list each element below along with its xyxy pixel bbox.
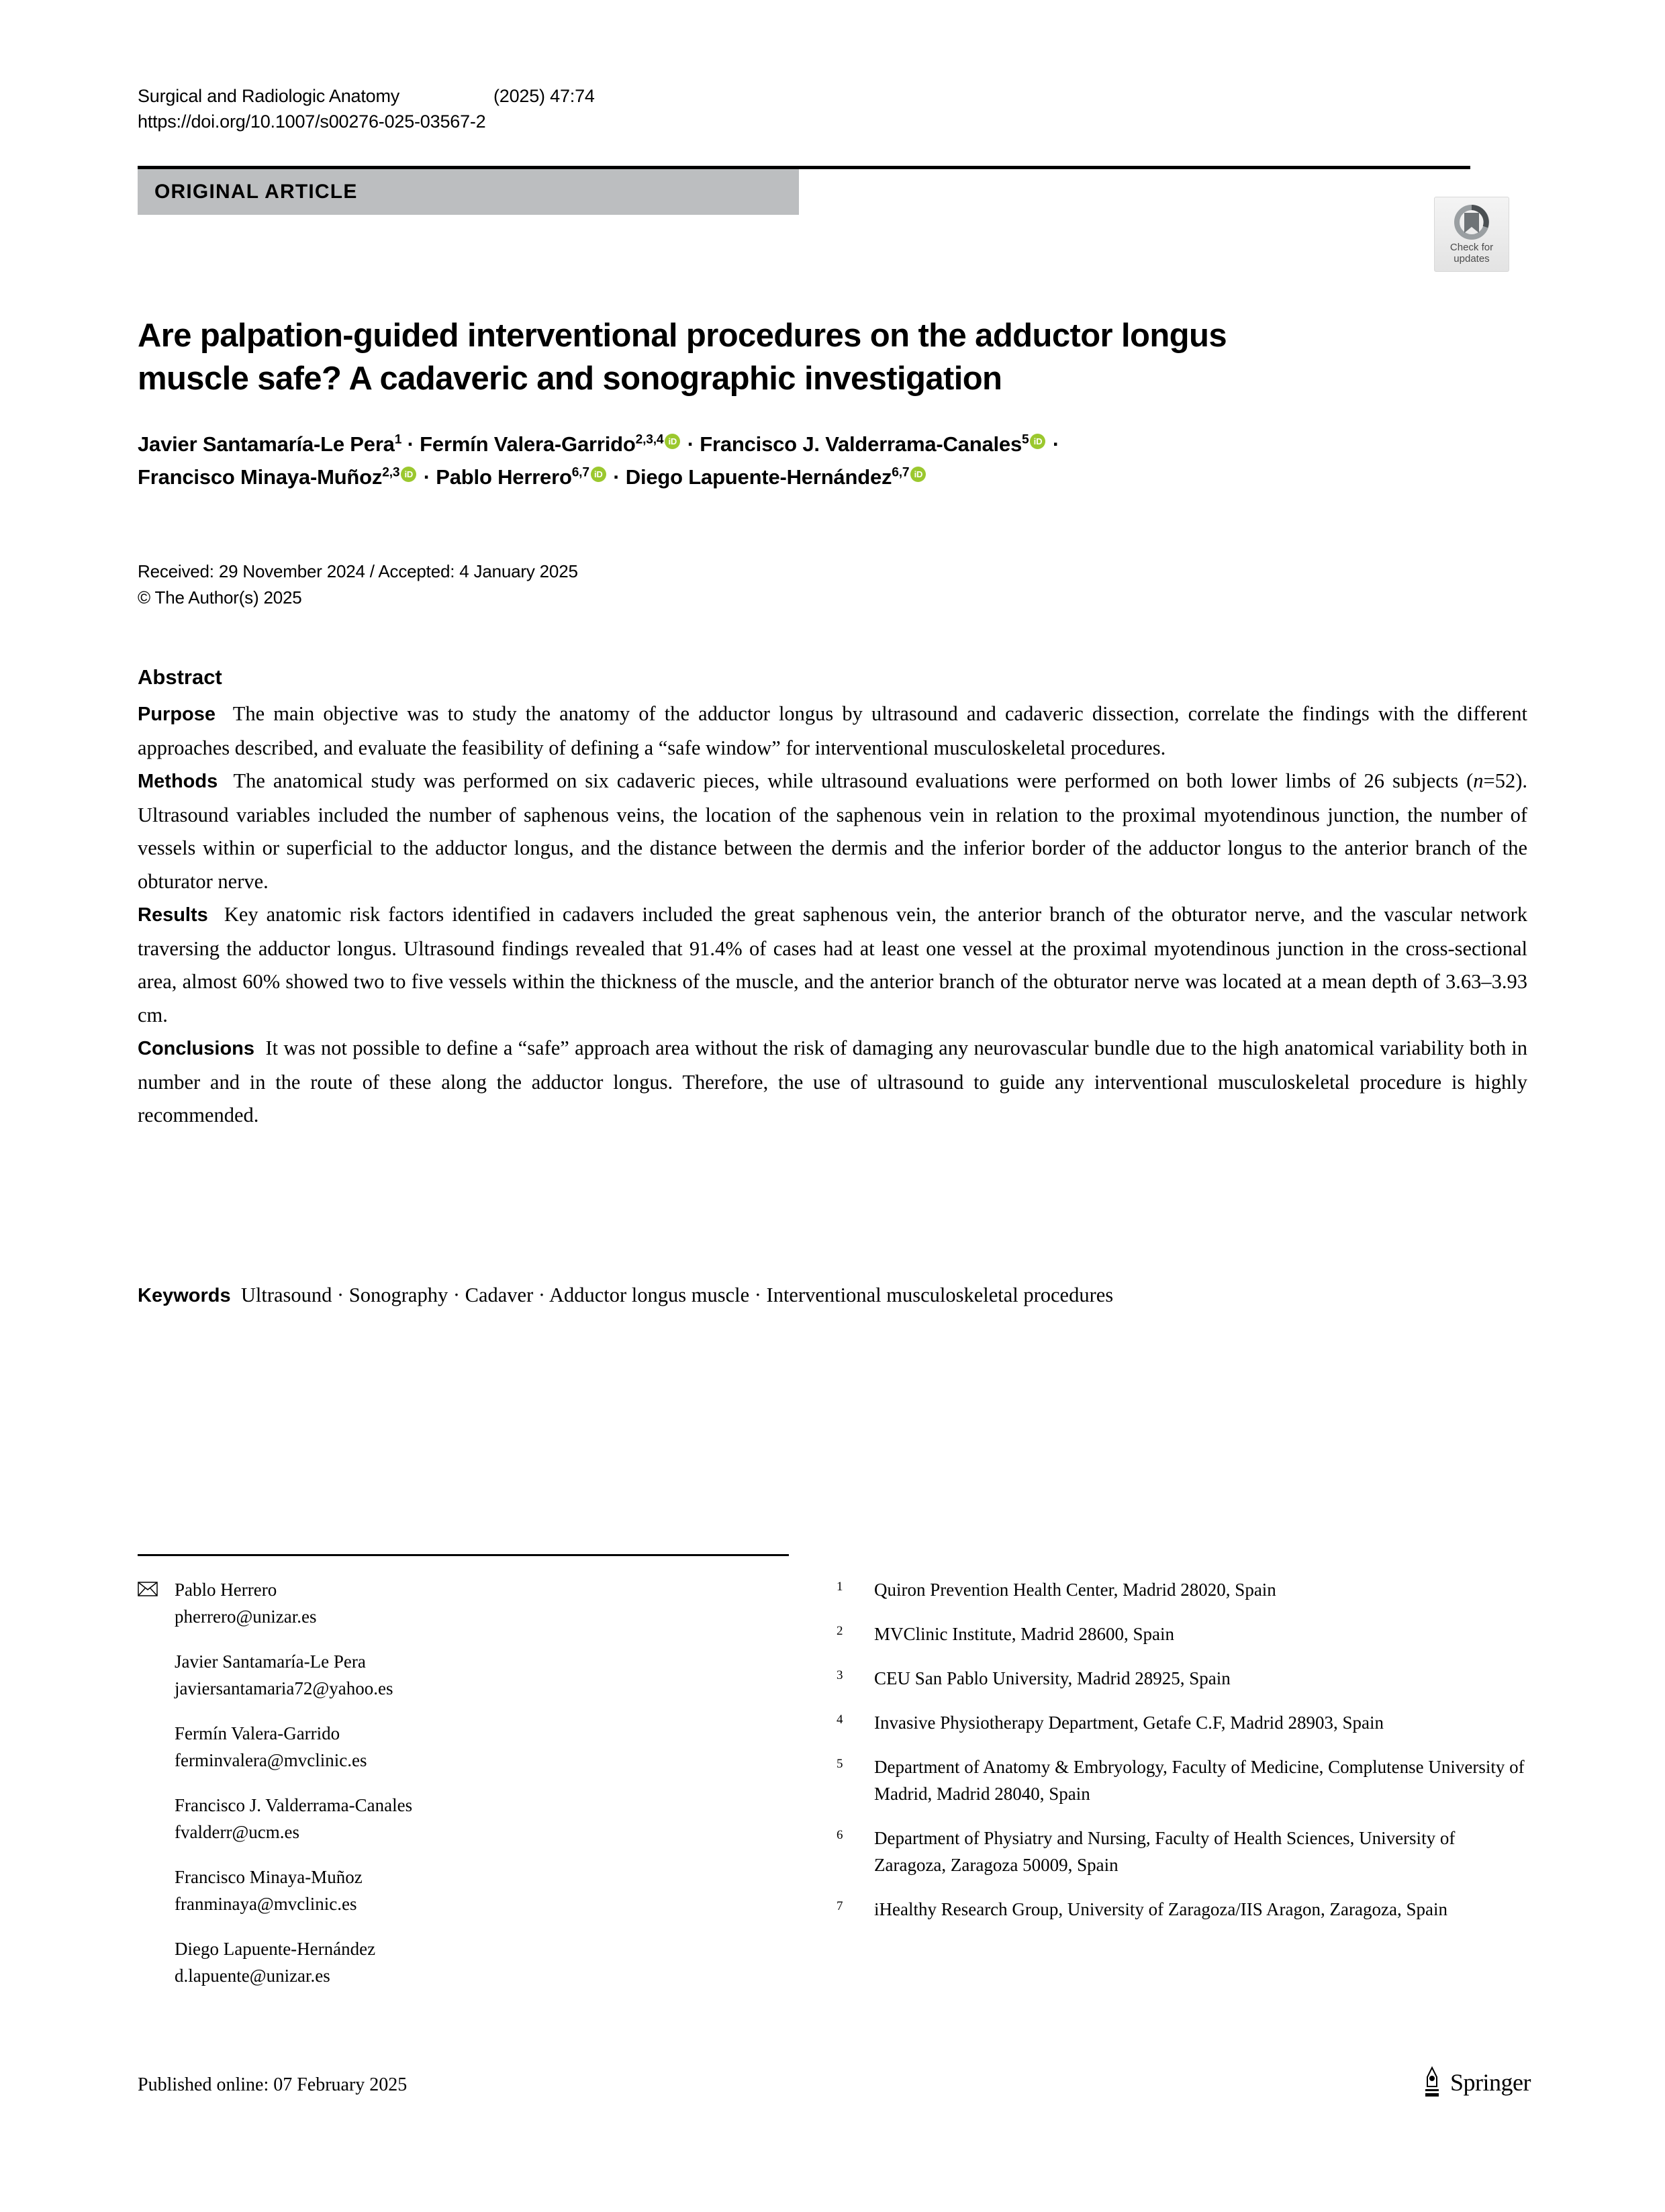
- journal-volume-issue: (2025) 47:74: [493, 86, 595, 106]
- affiliation-entry: [832, 1665, 1527, 1692]
- author-affiliation-refs: 6,7: [571, 465, 589, 480]
- affiliation-number: 1: [837, 1580, 843, 1594]
- abstract-section-label: Results: [138, 904, 208, 926]
- affiliation-text: Invasive Physiotherapy Department, Getafe C.F, Madrid 28903, Spain: [874, 1713, 1384, 1733]
- abstract-section-label: Methods: [138, 771, 218, 792]
- footnote-divider: [138, 1554, 789, 1556]
- correspondence-email[interactable]: pherrero@unizar.es: [175, 1606, 317, 1627]
- springer-wordmark: Springer: [1450, 2069, 1531, 2096]
- author-entry[interactable]: [420, 432, 663, 456]
- abstract-section: [138, 661, 1527, 1133]
- affiliation-entry: [832, 1709, 1527, 1736]
- affiliation-text: Department of Physiatry and Nursing, Faculty of Health Sciences, University of Zaragoza, Zaragoza 50009, Spain: [874, 1828, 1456, 1875]
- author-entry[interactable]: [138, 465, 399, 489]
- abstract-section-text: Key anatomic risk factors identified in cadavers included the great saphenous vein, the anterior branch of the obturator nerve, and the vascular network traversing the adductor longus. Ultrasound findings revealed that 91.4% of cases had at least one vessel at the proximal myotendinous junction in the cross-sectional area, almost 60% showed two to five vessels within the thickness of the muscle, and the anterior branch of the obturator nerve was located at a mean depth of 3.63–3.93 cm.: [138, 903, 1527, 1026]
- author-entry[interactable]: [138, 432, 401, 456]
- author-affiliation-refs: 2,3,4: [635, 432, 664, 447]
- affiliation-text: CEU San Pablo University, Madrid 28925, Spain: [874, 1668, 1231, 1688]
- author-name: Francisco J. Valderrama-Canales: [700, 432, 1022, 456]
- author-list: [138, 428, 1454, 493]
- affiliation-text: iHealthy Research Group, University of Zaragoza/IIS Aragon, Zaragoza, Spain: [874, 1899, 1447, 1919]
- correspondence-name: Francisco Minaya-Muñoz: [175, 1867, 363, 1887]
- abstract-section-text: It was not possible to define a “safe” approach area without the risk of damaging any neurovascular bundle due to the high anatomical variability both in number and in the route of these along the adductor longus. Therefore, the use of ultrasound to guide any interventional musculoskeletal procedure is highly recommended.: [138, 1037, 1527, 1126]
- author-name: Pablo Herrero: [436, 465, 572, 489]
- check-for-updates-badge[interactable]: [1434, 197, 1509, 272]
- keywords-section: [138, 1279, 1527, 1312]
- journal-name: Surgical and Radiologic Anatomy: [138, 86, 400, 106]
- copyright-line: © The Author(s) 2025: [138, 587, 302, 608]
- orcid-icon[interactable]: [910, 467, 926, 482]
- author-affiliation-refs: 5: [1022, 432, 1029, 447]
- abstract-section-label: Conclusions: [138, 1038, 255, 1059]
- author-separator: ·: [607, 465, 626, 489]
- affiliation-text: Quiron Prevention Health Center, Madrid 28020, Spain: [874, 1580, 1276, 1600]
- keywords-label: Keywords: [138, 1285, 231, 1306]
- springer-horse-icon: [1421, 2066, 1443, 2099]
- correspondence-email[interactable]: ferminvalera@mvclinic.es: [175, 1750, 367, 1770]
- journal-doi[interactable]: https://doi.org/10.1007/s00276-025-03567-2: [138, 111, 486, 132]
- correspondence-email[interactable]: franminaya@mvclinic.es: [175, 1894, 357, 1914]
- affiliation-number: 3: [837, 1668, 843, 1682]
- correspondence-entry: [138, 1648, 796, 1702]
- author-separator: ·: [401, 432, 420, 456]
- journal-citation-line: [138, 83, 1413, 109]
- correspondence-email[interactable]: fvalderr@ucm.es: [175, 1822, 300, 1842]
- affiliation-number: 2: [837, 1624, 843, 1638]
- abstract-results: [138, 898, 1527, 1032]
- affiliation-number: 7: [837, 1899, 843, 1913]
- author-affiliation-refs: 1: [394, 432, 402, 447]
- affiliations-block: [832, 1576, 1527, 1940]
- affiliation-text: MVClinic Institute, Madrid 28600, Spain: [874, 1624, 1174, 1644]
- abstract-section-text-before: The anatomical study was performed on six cadaveric pieces, while ultrasound evaluations were performed on both lower limbs of 26 subjects (: [233, 769, 1474, 792]
- correspondence-name: Pablo Herrero: [175, 1580, 277, 1600]
- affiliation-number: 6: [837, 1828, 843, 1842]
- correspondence-name: Javier Santamaría-Le Pera: [175, 1651, 366, 1672]
- article-type-banner: [138, 169, 799, 215]
- correspondence-name: Fermín Valera-Garrido: [175, 1723, 340, 1743]
- author-entry[interactable]: [436, 465, 589, 489]
- correspondence-entry: [138, 1935, 796, 1989]
- author-separator: ·: [418, 465, 436, 489]
- correspondence-entry: [138, 1864, 796, 1917]
- author-affiliation-refs: 2,3: [382, 465, 400, 480]
- page-title: Are palpation-guided interventional procedures on the adductor longus muscle safe? A cadaveric and sonographic investigation: [138, 317, 1227, 397]
- affiliation-number: 4: [837, 1713, 843, 1727]
- article-type-label: ORIGINAL ARTICLE: [154, 181, 358, 203]
- orcid-icon[interactable]: [591, 467, 606, 482]
- correspondence-name: Diego Lapuente-Hernández: [175, 1939, 376, 1959]
- author-name: Fermín Valera-Garrido: [420, 432, 636, 456]
- affiliation-number: 5: [837, 1757, 843, 1771]
- orcid-icon[interactable]: [401, 467, 416, 482]
- author-name: Francisco Minaya-Muñoz: [138, 465, 383, 489]
- correspondence-block: [138, 1576, 796, 2007]
- correspondence-email[interactable]: d.lapuente@unizar.es: [175, 1966, 330, 1986]
- abstract-section-label: Purpose: [138, 704, 216, 725]
- author-entry[interactable]: [626, 465, 910, 489]
- affiliation-text: Department of Anatomy & Embryology, Faculty of Medicine, Complutense University of Madrid, Madrid 28040, Spain: [874, 1757, 1525, 1804]
- crossmark-label: [1435, 242, 1509, 265]
- correspondence-name: Francisco J. Valderrama-Canales: [175, 1795, 413, 1815]
- affiliation-entry: [832, 1825, 1527, 1878]
- keywords-text: Ultrasound · Sonography · Cadaver · Adductor longus muscle · Interventional musculoskeletal procedures: [240, 1284, 1114, 1306]
- orcid-icon[interactable]: [665, 434, 680, 449]
- correspondence-entry: [138, 1720, 796, 1774]
- received-accepted-line: Received: 29 November 2024 / Accepted: 4 January 2025: [138, 561, 578, 581]
- journal-header: [138, 83, 1413, 134]
- affiliation-entry: [832, 1576, 1527, 1603]
- abstract-italic-n: n: [1473, 769, 1484, 792]
- abstract-conclusions: [138, 1032, 1527, 1133]
- abstract-heading: Abstract: [138, 665, 222, 689]
- orcid-icon[interactable]: [1030, 434, 1045, 449]
- author-affiliation-refs: 6,7: [892, 465, 910, 480]
- published-online-line: Published online: 07 February 2025: [138, 2074, 408, 2095]
- abstract-section-text-after: =52). Ultrasound variables included the number of saphenous veins, the location of the saphenous vein in relation to the proximal myotendinous junction, the number of vessels within or superficial to the adductor longus, and the distance between the dermis and the inferior border of the adductor longus to the anterior branch of the obturator nerve.: [138, 769, 1528, 893]
- abstract-methods: [138, 765, 1527, 898]
- author-entry[interactable]: [700, 432, 1029, 456]
- affiliation-entry: [832, 1753, 1527, 1807]
- abstract-purpose: [138, 698, 1527, 765]
- abstract-section-text: The main objective was to study the anatomy of the adductor longus by ultrasound and cadaveric dissection, correlate the findings with the different approaches described, and evaluate the feasibility of defining a “safe window” for interventional musculoskeletal procedures.: [138, 702, 1527, 759]
- crossmark-label-line1: Check for: [1449, 242, 1494, 253]
- author-separator: ·: [1047, 432, 1060, 456]
- crossmark-icon: [1454, 205, 1489, 240]
- author-separator: ·: [681, 432, 700, 456]
- affiliation-entry: [832, 1896, 1527, 1923]
- affiliation-entry: [832, 1621, 1527, 1647]
- correspondence-entry: [138, 1792, 796, 1845]
- crossmark-label-line2: updates: [1454, 253, 1490, 265]
- springer-logo: [1421, 2066, 1531, 2099]
- envelope-icon: [138, 1582, 158, 1596]
- correspondence-entry: [138, 1576, 796, 1630]
- author-name: Diego Lapuente-Hernández: [625, 465, 892, 489]
- correspondence-email[interactable]: javiersantamaria72@yahoo.es: [175, 1678, 393, 1698]
- author-name: Javier Santamaría-Le Pera: [138, 432, 395, 456]
- publication-dates: [138, 559, 578, 611]
